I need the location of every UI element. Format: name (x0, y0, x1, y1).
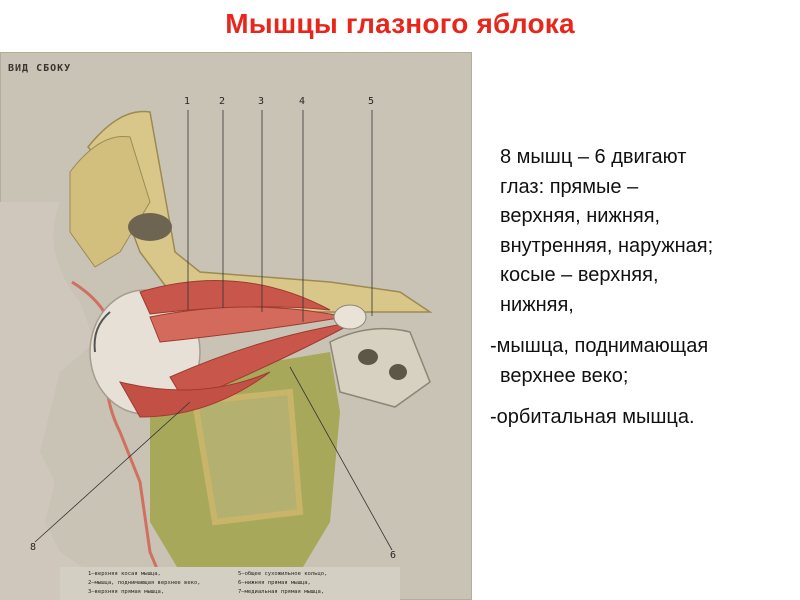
callout-number: 8 (30, 542, 37, 553)
body-text (478, 143, 796, 433)
legend-item: 1—верхняя косая мышца, (88, 571, 161, 577)
text-line: -орбитальная мышца. (490, 406, 695, 428)
text-line: нижняя, (500, 293, 574, 316)
legend-item: 6—нижняя прямая мышца, (238, 580, 311, 586)
poster-caption: ВИД СБОКУ (8, 63, 72, 74)
callout-number: 1 (184, 96, 191, 107)
text-line: глаз: прямые – (500, 175, 639, 198)
text-line: верхняя, нижняя, (500, 205, 661, 227)
anatomy-illustration (0, 52, 472, 600)
legend-item: 5—общее сухожильное кольцо, (238, 571, 328, 577)
paragraph-eyelid-muscle (478, 332, 796, 391)
slide-title: Мышцы глазного яблока (225, 8, 575, 39)
anatomy-poster-image (0, 52, 472, 600)
paragraph-muscle-count (478, 143, 796, 320)
callout-number: 2 (219, 96, 226, 107)
text-line: -мышца, поднимающая (490, 335, 709, 357)
text-line: косые – верхняя, (500, 264, 659, 286)
text-line: верхнее веко; (500, 364, 629, 387)
text-line: внутренняя, наружная; (500, 234, 714, 257)
callout-number: 5 (368, 96, 375, 107)
legend-item: 7—медиальная прямая мышца, (238, 589, 325, 595)
text-line: 8 мышц – 6 двигают (500, 146, 687, 168)
legend-item: 3—верхняя прямая мышца, (88, 589, 165, 595)
callout-number: 4 (299, 96, 306, 107)
callout-number: 3 (258, 96, 265, 107)
paragraph-orbital-muscle (478, 403, 796, 433)
legend-item: 2—мышца, поднимающая верхнее веко, (88, 580, 201, 586)
callout-number: 6 (390, 550, 397, 561)
